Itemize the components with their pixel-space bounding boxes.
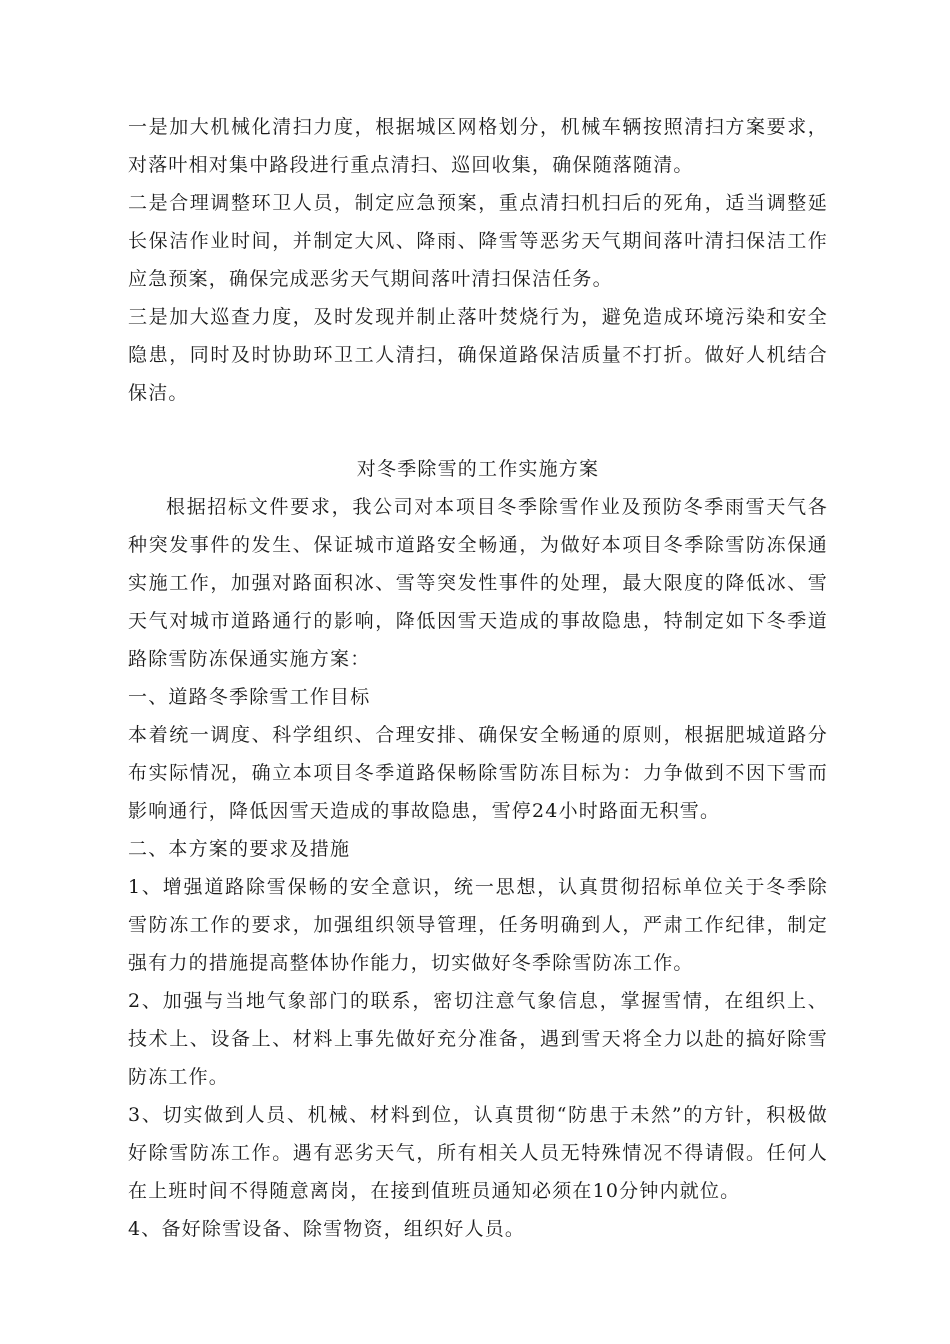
requirement-item-2: 2、加强与当地气象部门的联系，密切注意气象信息，掌握雪情，在组织上、技术上、设备上、材料上事先做好充分准备，遇到雪天将全力以赴的搞好除雪防冻工作。 xyxy=(128,990,828,1088)
measure-paragraph-3: 三是加大巡查力度，及时发现并制止落叶焚烧行为，避免造成环境污染和安全隐患，同时及时协助环卫工人清扫，确保道路保洁质量不打折。做好人机结合保洁。 xyxy=(128,306,828,404)
snow-removal-plan xyxy=(128,488,828,1248)
requirement-item-3: 3、切实做到人员、机械、材料到位，认真贯彻“防患于未然”的方针，积极做好除雪防冻工作。遇有恶劣天气，所有相关人员无特殊情况不得请假。任何人在上班时间不得随意离岗，在接到值班员通知必须在10分钟内就位。 xyxy=(128,1104,828,1202)
heading-requirements: 二、本方案的要求及措施 xyxy=(128,838,351,860)
goals-paragraph: 本着统一调度、科学组织、合理安排、确保安全畅通的原则，根据肥城道路分布实际情况，确立本项目冬季道路保畅除雪防冻目标为：力争做到不因下雪而影响通行，降低因雪天造成的事故隐患，雪停24小时路面无积雪。 xyxy=(128,724,828,822)
requirement-item-1: 1、增强道路除雪保畅的安全意识，统一思想，认真贯彻招标单位关于冬季除雪防冻工作的要求，加强组织领导管理，任务明确到人，严肃工作纪律，制定强有力的措施提高整体协作能力，切实做好冬季除雪防冻工作。 xyxy=(128,876,828,974)
requirement-item-4: 4、备好除雪设备、除雪物资，组织好人员。 xyxy=(128,1218,526,1240)
section-title: 对冬季除雪的工作实施方案 xyxy=(356,458,600,480)
heading-goals: 一、道路冬季除雪工作目标 xyxy=(128,686,371,708)
intro-paragraph: 根据招标文件要求，我公司对本项目冬季除雪作业及预防冬季雨雪天气各种突发事件的发生、保证城市道路安全畅通，为做好本项目冬季除雪防冻保通实施工作，加强对路面积冰、雪等突发性事件的处理，最大限度的降低冰、雪天气对城市道路通行的影响，降低因雪天造成的事故隐患，特制定如下冬季道路除雪防冻保通实施方案： xyxy=(128,496,828,670)
measure-paragraph-1: 一是加大机械化清扫力度，根据城区网格划分，机械车辆按照清扫方案要求，对落叶相对集中路段进行重点清扫、巡回收集，确保随落随清。 xyxy=(128,116,828,176)
measure-paragraph-2: 二是合理调整环卫人员，制定应急预案，重点清扫机扫后的死角，适当调整延长保洁作业时间，并制定大风、降雨、降雪等恶劣天气期间落叶清扫保洁工作应急预案，确保完成恶劣天气期间落叶清扫保洁任务。 xyxy=(128,192,828,290)
leaf-cleaning-measures xyxy=(128,108,828,412)
